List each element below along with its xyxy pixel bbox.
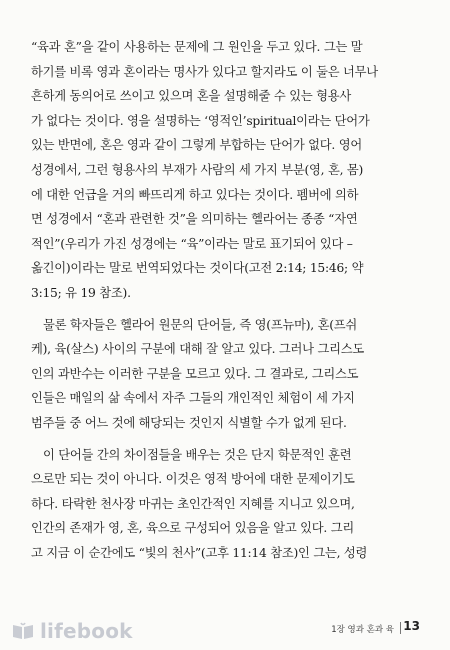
text-line: 면 성경에서 “혼과 관련한 것”을 의미하는 헬라어는 종종 “자연	[31, 212, 358, 227]
text-line: “육과 혼”을 같이 사용하는 문제에 그 원인을 두고 있다. 그는 말	[31, 40, 363, 54]
running-head: 1장 영과 혼과 육	[331, 625, 394, 635]
text-line: 물론 학자들은 헬라어 원문의 단어들, 즉 영(프뉴마), 혼(프쉬	[43, 317, 358, 332]
text-line: 성경에서, 그런 형용사의 부재가 사람의 세 가지 부분(영, 혼, 몸)	[31, 162, 364, 177]
text-line: 이 단어들 간의 차이점들을 배우는 것은 단지 학문적인 훈련	[43, 447, 352, 462]
text-line: 인간의 존재가 영, 혼, 육으로 구성되어 있음을 알고 있다. 그리	[31, 521, 354, 536]
text-line: 인들은 매일의 삶 속에서 자주 그들의 개인적인 체험이 세 가지	[31, 391, 355, 406]
body-text	[31, 35, 418, 572]
text-line: 하다. 타락한 천사장 마귀는 초인간적인 지혜를 지니고 있으며,	[31, 496, 355, 511]
text-line: 옮긴이)이라는 말로 번역되었다는 것이다(고전 2:14; 15:46; 약	[31, 261, 364, 276]
page-footer	[0, 617, 450, 643]
text-line: 범주들 중 어느 것에 해당되는 것인지 식별할 수가 없게 된다.	[31, 415, 347, 430]
text-line: 에 대한 언급을 거의 빠뜨리게 하고 있다는 것이다. 펨버에 의하	[31, 187, 359, 202]
page-number: 13	[403, 619, 420, 633]
paragraph	[31, 443, 418, 566]
text-line: 3:15; 유 19 참조).	[31, 285, 131, 300]
text-line: 고 지금 이 순간에도 “빛의 천사”(고후 11:14 참조)인 그는, 성령	[31, 545, 368, 560]
text-line: 으로만 되는 것이 아니다. 이것은 영적 방어에 대한 문제이기도	[31, 472, 355, 487]
logo-wordmark: lifebook	[40, 619, 133, 643]
text-line: 있는 반면에, 혼은 영과 같이 그렇게 부합하는 단어가 없다. 영어	[31, 138, 362, 153]
publisher-logo	[12, 619, 133, 643]
text-line: 적인”(우리가 가진 성경에는 “육”이라는 말로 표기되어 있다 –	[31, 236, 353, 251]
text-line: 인의 과반수는 이러한 구분을 모르고 있다. 그 결과로, 그리스도	[31, 366, 359, 381]
text-line: 흔하게 동의어로 쓰이고 있으며 혼을 설명해줄 수 있는 형용사	[31, 89, 351, 104]
footer-divider	[400, 622, 401, 634]
book-icon	[12, 622, 34, 640]
paragraph	[31, 35, 418, 306]
text-line: 케), 육(살스) 사이의 구분에 대해 잘 알고 있다. 그러나 그리스도	[31, 342, 364, 357]
text-line: 하기를 비록 영과 혼이라는 명사가 있다고 할지라도 이 둘은 너무나	[31, 64, 378, 79]
text-line: 가 없다는 것이다. 영을 설명하는 ‘영적인’spiritual이라는 단어가	[31, 113, 370, 128]
paragraph	[31, 313, 418, 436]
